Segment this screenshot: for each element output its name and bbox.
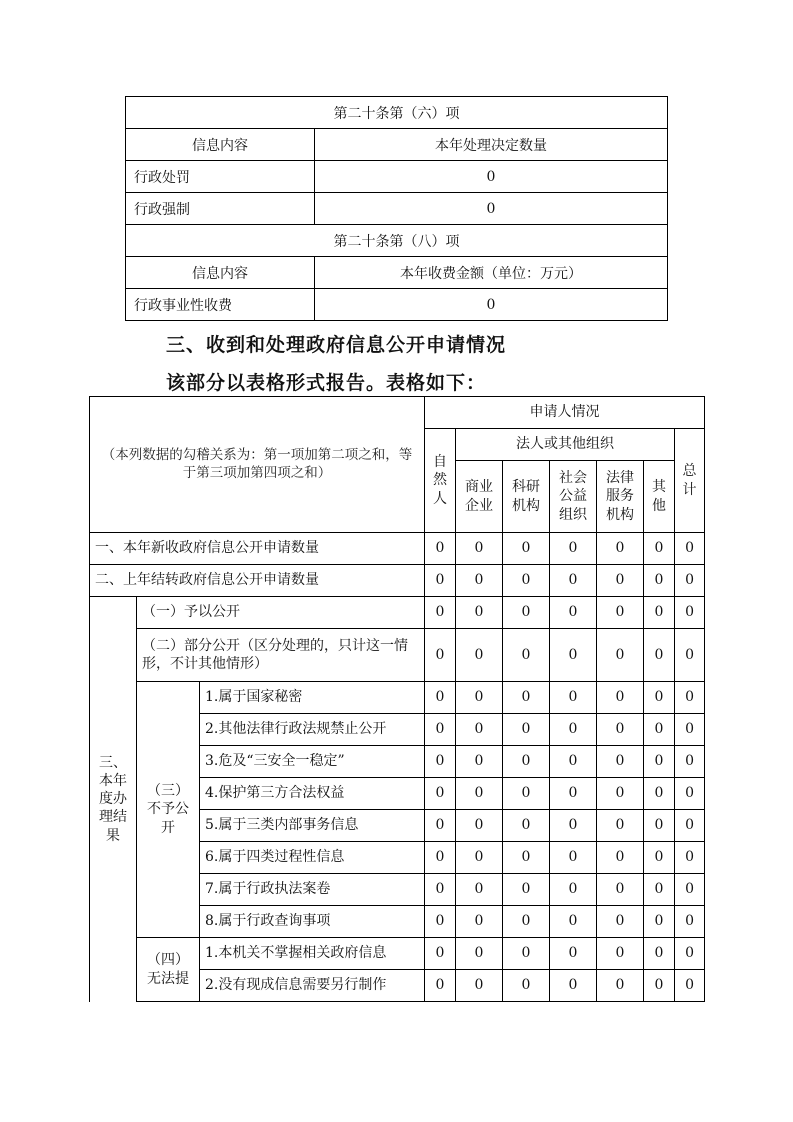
row-value: 0 [315,193,668,225]
cannot-provide-group-label: （四）无法提 [137,938,200,1002]
cell: 0 [503,746,550,778]
business-header: 商业企业 [456,461,503,533]
row-value: 0 [315,289,668,321]
cell: 0 [503,597,550,629]
row-label: 行政强制 [126,193,315,225]
cell: 0 [456,906,503,938]
cell: 0 [597,629,644,682]
cell: 0 [644,970,675,1002]
info-content-header: 信息内容 [126,257,315,289]
section-20-6-header: 第二十条第（六）项 [126,97,668,129]
cell: 0 [425,714,456,746]
cell: 0 [550,597,597,629]
table-row [90,629,705,682]
cell: 0 [675,533,705,565]
cell: 0 [644,565,675,597]
cell: 0 [597,938,644,970]
cell: 0 [550,565,597,597]
cell: 0 [425,970,456,1002]
not-open-group-label: （三）不予公开 [137,682,200,938]
total-header: 总计 [675,429,705,533]
table-row [90,938,705,970]
cell: 0 [597,842,644,874]
cell: 0 [644,597,675,629]
cell: 0 [425,874,456,906]
cell: 0 [456,565,503,597]
row-label: 3.危及“三安全一稳定” [200,746,425,778]
cell: 0 [675,970,705,1002]
cell: 0 [425,778,456,810]
cell: 0 [456,714,503,746]
section-20-8-header: 第二十条第（八）项 [126,225,668,257]
cell: 0 [644,842,675,874]
row-label: 1.本机关不掌握相关政府信息 [200,938,425,970]
row-label: 6.属于四类过程性信息 [200,842,425,874]
fee-amount-header: 本年收费金额（单位：万元） [315,257,668,289]
cell: 0 [550,842,597,874]
cell: 0 [503,810,550,842]
cell: 0 [550,629,597,682]
cell: 0 [425,906,456,938]
cell: 0 [425,938,456,970]
intro-text: 该部分以表格形式报告。表格如下： [166,372,487,394]
cell: 0 [503,629,550,682]
cell: 0 [644,746,675,778]
row-label: 7.属于行政执法案卷 [200,874,425,906]
cell: 0 [503,682,550,714]
table-row [90,565,705,597]
cell: 0 [644,682,675,714]
cell: 0 [456,842,503,874]
cell: 0 [503,714,550,746]
cell: 0 [425,597,456,629]
cell: 0 [425,842,456,874]
cell: 0 [675,682,705,714]
cell: 0 [597,682,644,714]
table-row [90,597,705,629]
cell: 0 [644,874,675,906]
natural-person-header: 自然人 [425,429,456,533]
row-label: 2.没有现成信息需要另行制作 [200,970,425,1002]
row-label: 行政处罚 [126,161,315,193]
cell: 0 [503,874,550,906]
decision-count-header: 本年处理决定数量 [315,129,668,161]
row-label: 一、本年新收政府信息公开申请数量 [90,533,425,565]
cell: 0 [550,778,597,810]
cell: 0 [456,746,503,778]
cell: 0 [456,533,503,565]
cell: 0 [456,874,503,906]
legal-service-header: 法律服务机构 [597,461,644,533]
cell: 0 [675,874,705,906]
cell: 0 [644,810,675,842]
cell: 0 [503,565,550,597]
row-label: （二）部分公开（区分处理的，只计这一情形，不计其他情形） [137,629,425,682]
cell: 0 [425,629,456,682]
cell: 0 [503,778,550,810]
cell: 0 [425,810,456,842]
cell: 0 [550,746,597,778]
result-group-label: 三、本年度办理结果 [90,597,137,1002]
cell: 0 [456,682,503,714]
cell: 0 [675,778,705,810]
cell: 0 [550,714,597,746]
other-header: 其他 [644,461,675,533]
row-label: 8.属于行政查询事项 [200,906,425,938]
cell: 0 [550,874,597,906]
row-label: 二、上年结转政府信息公开申请数量 [90,565,425,597]
cell: 0 [456,938,503,970]
row-label: 2.其他法律行政法规禁止公开 [200,714,425,746]
table-row [90,533,705,565]
cell: 0 [597,874,644,906]
cell: 0 [675,714,705,746]
cell: 0 [425,682,456,714]
cell: 0 [644,714,675,746]
cell: 0 [597,533,644,565]
research-header: 科研机构 [503,461,550,533]
cell: 0 [456,810,503,842]
cell: 0 [550,970,597,1002]
row-label: 行政事业性收费 [126,289,315,321]
cell: 0 [550,533,597,565]
row-label: 1.属于国家秘密 [200,682,425,714]
cell: 0 [644,629,675,682]
cell: 0 [425,746,456,778]
cell: 0 [425,565,456,597]
cell: 0 [456,629,503,682]
cell: 0 [597,746,644,778]
cell: 0 [550,938,597,970]
info-content-header: 信息内容 [126,129,315,161]
cell: 0 [597,970,644,1002]
cell: 0 [550,682,597,714]
cell: 0 [675,938,705,970]
cell: 0 [597,597,644,629]
cell: 0 [644,533,675,565]
section-heading: 三、收到和处理政府信息公开申请情况 [166,334,507,356]
cell: 0 [503,533,550,565]
cell: 0 [644,906,675,938]
cell: 0 [503,938,550,970]
cell: 0 [503,842,550,874]
cell: 0 [597,810,644,842]
cell: 0 [550,810,597,842]
cell: 0 [425,533,456,565]
cell: 0 [675,629,705,682]
row-label: （一）予以公开 [137,597,425,629]
disclosure-items-table [125,96,668,321]
table-row [90,682,705,714]
cell: 0 [644,938,675,970]
cell: 0 [597,565,644,597]
cell: 0 [675,906,705,938]
cell: 0 [675,746,705,778]
public-welfare-header: 社会公益组织 [550,461,597,533]
cell: 0 [597,778,644,810]
reconciliation-note: （本列数据的勾稽关系为：第一项加第二项之和，等于第三项加第四项之和） [90,397,425,533]
cell: 0 [456,597,503,629]
cell: 0 [503,970,550,1002]
cell: 0 [456,778,503,810]
row-value: 0 [315,161,668,193]
cell: 0 [675,597,705,629]
applicant-header: 申请人情况 [425,397,705,429]
cell: 0 [550,906,597,938]
row-label: 5.属于三类内部事务信息 [200,810,425,842]
cell: 0 [456,970,503,1002]
cell: 0 [675,810,705,842]
cell: 0 [503,906,550,938]
cell: 0 [597,714,644,746]
row-label: 4.保护第三方合法权益 [200,778,425,810]
cell: 0 [597,906,644,938]
legal-entity-header: 法人或其他组织 [456,429,675,461]
cell: 0 [675,565,705,597]
cell: 0 [675,842,705,874]
application-statistics-table [89,396,705,1002]
cell: 0 [644,778,675,810]
